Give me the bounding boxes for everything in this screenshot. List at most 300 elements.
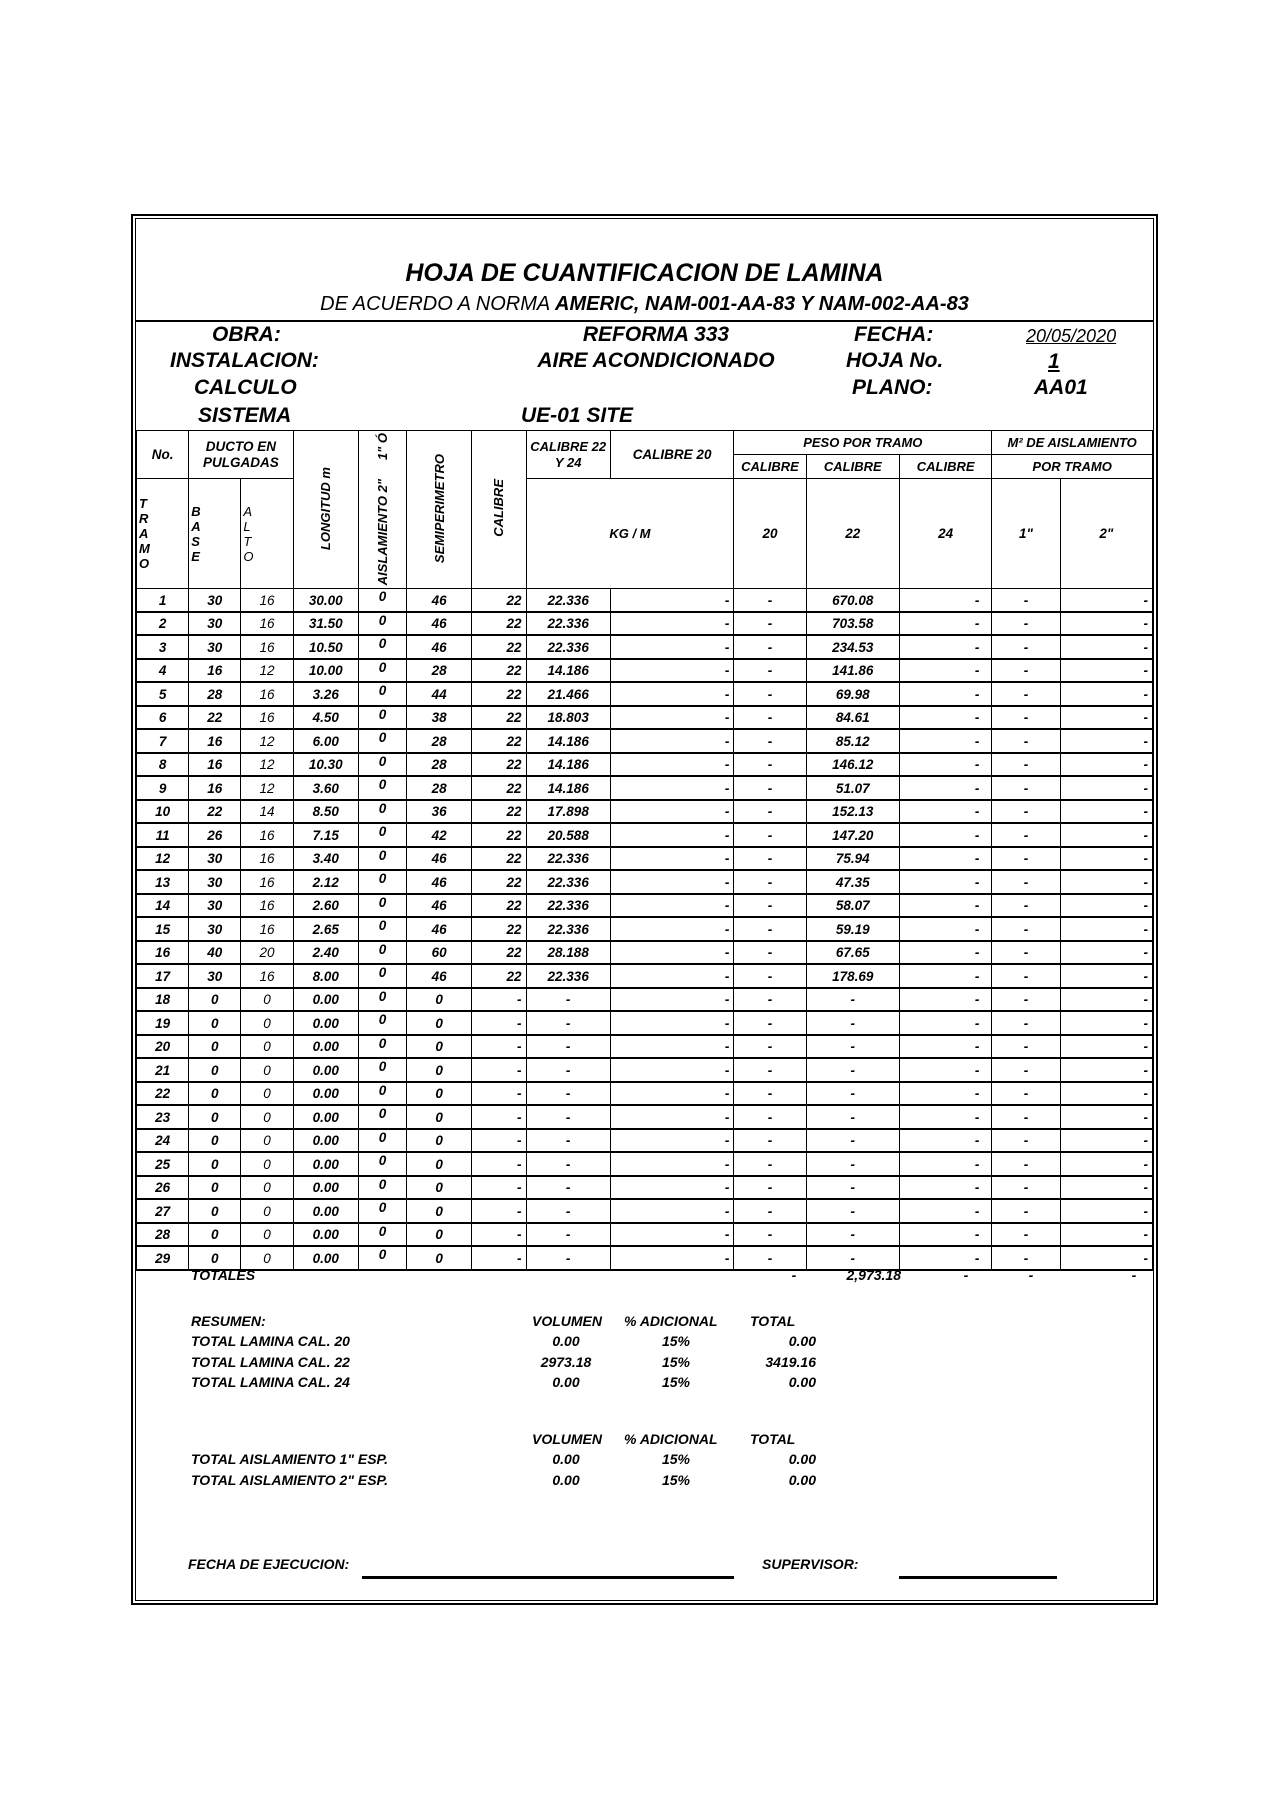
plano-value: AA01 <box>1034 376 1088 399</box>
cell-aislamiento-1in: - <box>992 753 1060 777</box>
cell-longitud: 0.00 <box>293 1011 358 1035</box>
sistema-value: UE-01 SITE <box>521 404 634 427</box>
summary-total: 0.00 <box>788 1451 816 1467</box>
cell-peso-22: - <box>806 1176 899 1200</box>
cell-aislamiento-1in: - <box>992 1246 1060 1270</box>
cell-no: 12 <box>137 847 189 871</box>
cell-calibre: 22 <box>472 870 526 894</box>
cell-peso-20: - <box>734 894 806 918</box>
cell-calibre: - <box>472 1199 526 1223</box>
cell-peso-24: - <box>899 1105 991 1129</box>
cell-kg-22-24: - <box>526 1176 610 1200</box>
cell-aislamiento-1in: - <box>992 800 1060 824</box>
cell-no: 24 <box>137 1129 189 1153</box>
cell-peso-22: 146.12 <box>806 753 899 777</box>
cell-calibre: 22 <box>472 753 526 777</box>
table-row <box>137 1058 1153 1082</box>
cell-aislamiento-1in: - <box>992 847 1060 871</box>
table-row <box>137 729 1153 753</box>
cell-kg-20: - <box>610 659 733 683</box>
cell-peso-22: 670.08 <box>806 589 899 612</box>
cell-base: 30 <box>189 870 241 894</box>
cell-aislamiento-1in: - <box>992 729 1060 753</box>
table-row <box>137 964 1153 988</box>
instalacion-label: INSTALACION: <box>170 349 319 372</box>
cell-aislamiento-2in: - <box>1060 917 1152 941</box>
cell-peso-22: 75.94 <box>806 847 899 871</box>
cell-calibre: 22 <box>472 589 526 612</box>
cell-kg-22-24: 17.898 <box>526 800 610 824</box>
cell-alto: 0 <box>241 1152 293 1176</box>
cell-semiperimetro: 28 <box>407 776 472 800</box>
header-aislamiento: 1" Ó AISLAMIENTO 2" <box>358 431 406 589</box>
cell-semiperimetro: 0 <box>407 1058 472 1082</box>
summary-label: TOTAL LAMINA CAL. 22 <box>191 1353 350 1370</box>
cell-no: 22 <box>137 1082 189 1106</box>
cell-kg-20: - <box>610 1105 733 1129</box>
cell-aislamiento-1in: - <box>992 1011 1060 1035</box>
cell-calibre: 22 <box>472 847 526 871</box>
cell-kg-20: - <box>610 1129 733 1153</box>
cell-no: 8 <box>137 753 189 777</box>
cell-aislamiento: 0 <box>358 1199 406 1223</box>
cell-aislamiento-2in: - <box>1060 753 1152 777</box>
cell-aislamiento-1in: - <box>992 659 1060 683</box>
cell-kg-20: - <box>610 1152 733 1176</box>
cell-kg-22-24: 22.336 <box>526 589 610 612</box>
cell-aislamiento: 0 <box>358 917 406 941</box>
cell-aislamiento-1in: - <box>992 894 1060 918</box>
cell-peso-24: - <box>899 847 991 871</box>
cell-alto: 0 <box>241 1223 293 1247</box>
cell-peso-24: - <box>899 1246 991 1270</box>
cell-peso-22: 84.61 <box>806 706 899 730</box>
cell-kg-22-24: 20.588 <box>526 823 610 847</box>
cell-calibre: 22 <box>472 776 526 800</box>
cell-aislamiento: 0 <box>358 1129 406 1153</box>
cell-aislamiento-1in: - <box>992 1035 1060 1059</box>
summary-volumen: 0.00 <box>552 1374 580 1390</box>
cell-calibre: - <box>472 988 526 1012</box>
table-row <box>137 917 1153 941</box>
cell-kg-20: - <box>610 894 733 918</box>
cell-kg-20: - <box>610 941 733 965</box>
supervisor-label: SUPERVISOR: <box>762 1556 859 1572</box>
cell-peso-20: - <box>734 659 806 683</box>
cell-no: 23 <box>137 1105 189 1129</box>
cell-aislamiento-1in: - <box>992 682 1060 706</box>
cell-aislamiento-2in: - <box>1060 941 1152 965</box>
cell-kg-22-24: 18.803 <box>526 706 610 730</box>
cell-aislamiento-2in: - <box>1060 1129 1152 1153</box>
cell-kg-20: - <box>610 589 733 612</box>
cell-calibre: - <box>472 1035 526 1059</box>
cell-base: 30 <box>189 589 241 612</box>
summary-volumen: 0.00 <box>552 1471 580 1488</box>
cell-peso-24: - <box>899 612 991 636</box>
cell-peso-20: - <box>734 917 806 941</box>
cell-aislamiento-2in: - <box>1060 1246 1152 1270</box>
cell-longitud: 3.26 <box>293 682 358 706</box>
cell-base: 16 <box>189 753 241 777</box>
sheet-subtitle <box>136 293 1153 316</box>
cell-alto: 0 <box>241 988 293 1012</box>
cell-alto: 0 <box>241 1082 293 1106</box>
cell-aislamiento-1in: - <box>992 706 1060 730</box>
cell-aislamiento-1in: - <box>992 964 1060 988</box>
cell-aislamiento-2in: - <box>1060 847 1152 871</box>
cell-no: 27 <box>137 1199 189 1223</box>
cell-base: 40 <box>189 941 241 965</box>
header-calibre: CALIBRE <box>472 431 526 589</box>
cell-base: 22 <box>189 706 241 730</box>
header-m2-aislamiento: M² DE AISLAMIENTO <box>992 431 1153 455</box>
cell-aislamiento-1in: - <box>992 589 1060 612</box>
table-row <box>137 823 1153 847</box>
cell-no: 26 <box>137 1176 189 1200</box>
header-letter: T <box>139 496 147 512</box>
header-col-2in: 2" <box>1060 479 1152 589</box>
cell-peso-22: 69.98 <box>806 682 899 706</box>
cell-kg-22-24: - <box>526 1129 610 1153</box>
cell-semiperimetro: 0 <box>407 1105 472 1129</box>
cell-calibre: 22 <box>472 612 526 636</box>
cell-base: 30 <box>189 612 241 636</box>
header-peso-calibre-22: CALIBRE <box>806 455 899 479</box>
table-row <box>137 612 1153 636</box>
cell-no: 15 <box>137 917 189 941</box>
cell-base: 30 <box>189 964 241 988</box>
volumen-header: VOLUMEN <box>532 1313 602 1329</box>
summary-volumen: 2973.18 <box>540 1353 592 1370</box>
cell-peso-24: - <box>899 753 991 777</box>
cell-aislamiento-2in: - <box>1060 964 1152 988</box>
cell-aislamiento-2in: - <box>1060 988 1152 1012</box>
cell-aislamiento-1in: - <box>992 988 1060 1012</box>
cell-alto: 0 <box>241 1199 293 1223</box>
cell-semiperimetro: 46 <box>407 964 472 988</box>
cell-peso-22: - <box>806 1199 899 1223</box>
cell-peso-24: - <box>899 941 991 965</box>
header-base <box>189 479 241 589</box>
cell-peso-24: - <box>899 635 991 659</box>
cell-semiperimetro: 0 <box>407 1176 472 1200</box>
cell-peso-24: - <box>899 894 991 918</box>
cell-peso-22: 178.69 <box>806 964 899 988</box>
cell-no: 13 <box>137 870 189 894</box>
cell-aislamiento-2in: - <box>1060 1035 1152 1059</box>
header-longitud: LONGITUD m <box>293 431 358 589</box>
cell-aislamiento-2in: - <box>1060 800 1152 824</box>
table-row <box>137 776 1153 800</box>
cell-aislamiento-2in: - <box>1060 1176 1152 1200</box>
cell-base: 0 <box>189 1129 241 1153</box>
cell-aislamiento-2in: - <box>1060 682 1152 706</box>
cell-peso-22: 147.20 <box>806 823 899 847</box>
cell-kg-22-24: - <box>526 988 610 1012</box>
cell-alto: 16 <box>241 706 293 730</box>
cell-base: 16 <box>189 659 241 683</box>
header-kg-m: KG / M <box>526 479 734 589</box>
header-col-24: 24 <box>899 479 991 589</box>
header-letter: A <box>191 518 201 534</box>
summary-adicional: 15% <box>661 1333 691 1349</box>
cell-longitud: 0.00 <box>293 1246 358 1270</box>
cell-peso-22: 141.86 <box>806 659 899 683</box>
cell-peso-22: 85.12 <box>806 729 899 753</box>
cell-base: 22 <box>189 800 241 824</box>
cell-peso-22: - <box>806 1011 899 1035</box>
cell-aislamiento-1in: - <box>992 941 1060 965</box>
cell-calibre: 22 <box>472 659 526 683</box>
totals-a1: - <box>1028 1267 1034 1283</box>
cell-aislamiento: 0 <box>358 823 406 847</box>
cell-peso-20: - <box>734 1058 806 1082</box>
cell-peso-24: - <box>899 589 991 612</box>
cell-peso-24: - <box>899 917 991 941</box>
fecha-ejecucion-line <box>362 1576 734 1579</box>
volumen-header-2: VOLUMEN <box>532 1431 602 1447</box>
cell-kg-22-24: - <box>526 1246 610 1270</box>
cell-alto: 16 <box>241 917 293 941</box>
cell-kg-20: - <box>610 729 733 753</box>
cell-aislamiento: 0 <box>358 1223 406 1247</box>
summary-total: 0.00 <box>788 1374 816 1390</box>
sistema-label: SISTEMA <box>198 404 292 427</box>
cell-kg-22-24: 22.336 <box>526 847 610 871</box>
summary-adicional: 15% <box>661 1353 691 1370</box>
cell-aislamiento: 0 <box>358 753 406 777</box>
cell-peso-20: - <box>734 1082 806 1106</box>
supervisor-line <box>899 1576 1057 1579</box>
cell-no: 10 <box>137 800 189 824</box>
summary-total: 0.00 <box>788 1471 816 1488</box>
cell-aislamiento: 0 <box>358 870 406 894</box>
cell-base: 0 <box>189 1199 241 1223</box>
cell-peso-24: - <box>899 800 991 824</box>
cell-aislamiento-2in: - <box>1060 823 1152 847</box>
cell-peso-20: - <box>734 1176 806 1200</box>
header-por-tramo: POR TRAMO <box>992 455 1153 479</box>
hoja-label: HOJA No. <box>846 349 944 372</box>
cell-longitud: 0.00 <box>293 1152 358 1176</box>
cell-alto: 0 <box>241 1035 293 1059</box>
cell-aislamiento-1in: - <box>992 823 1060 847</box>
cell-kg-22-24: - <box>526 1199 610 1223</box>
header-tramo <box>137 479 189 589</box>
calculo-label: CALCULO <box>194 376 297 399</box>
cell-semiperimetro: 42 <box>407 823 472 847</box>
cell-kg-22-24: 28.188 <box>526 941 610 965</box>
cell-aislamiento: 0 <box>358 589 406 612</box>
cell-aislamiento: 0 <box>358 894 406 918</box>
cell-kg-20: - <box>610 847 733 871</box>
header-letter: M <box>139 541 150 557</box>
cell-longitud: 0.00 <box>293 1199 358 1223</box>
cell-aislamiento: 0 <box>358 706 406 730</box>
cell-longitud: 0.00 <box>293 1129 358 1153</box>
cell-semiperimetro: 0 <box>407 1011 472 1035</box>
cell-semiperimetro: 46 <box>407 847 472 871</box>
cell-no: 20 <box>137 1035 189 1059</box>
cell-calibre: - <box>472 1105 526 1129</box>
adicional-header: % ADICIONAL <box>624 1313 718 1329</box>
cell-longitud: 0.00 <box>293 1105 358 1129</box>
header-no: No. <box>137 431 189 479</box>
cell-no: 21 <box>137 1058 189 1082</box>
cell-aislamiento-2in: - <box>1060 1058 1152 1082</box>
cell-aislamiento: 0 <box>358 964 406 988</box>
cell-kg-22-24: 14.186 <box>526 659 610 683</box>
cell-peso-22: 67.65 <box>806 941 899 965</box>
cell-peso-20: - <box>734 1152 806 1176</box>
header-calibre-20: CALIBRE 20 <box>610 431 733 479</box>
fecha-ejecucion-label: FECHA DE EJECUCION: <box>188 1556 350 1572</box>
cell-kg-20: - <box>610 964 733 988</box>
table-row <box>137 706 1153 730</box>
table-row <box>137 941 1153 965</box>
cell-kg-20: - <box>610 1246 733 1270</box>
cell-aislamiento-2in: - <box>1060 776 1152 800</box>
cell-aislamiento-2in: - <box>1060 1011 1152 1035</box>
cell-calibre: 22 <box>472 682 526 706</box>
table-row <box>137 1035 1153 1059</box>
table-row <box>137 682 1153 706</box>
cell-peso-24: - <box>899 1011 991 1035</box>
cell-no: 2 <box>137 612 189 636</box>
sheet-title: HOJA DE CUANTIFICACION DE LAMINA <box>405 259 884 287</box>
cell-aislamiento-1in: - <box>992 917 1060 941</box>
cell-kg-20: - <box>610 1082 733 1106</box>
cell-calibre: - <box>472 1246 526 1270</box>
table-row <box>137 1082 1153 1106</box>
cell-alto: 16 <box>241 589 293 612</box>
cell-longitud: 8.00 <box>293 964 358 988</box>
cell-kg-22-24: - <box>526 1105 610 1129</box>
cell-aislamiento: 0 <box>358 1105 406 1129</box>
obra-label: OBRA: <box>212 323 281 346</box>
cell-kg-20: - <box>610 776 733 800</box>
cell-peso-22: 47.35 <box>806 870 899 894</box>
cell-aislamiento-1in: - <box>992 1058 1060 1082</box>
cell-peso-20: - <box>734 1199 806 1223</box>
cell-aislamiento-2in: - <box>1060 870 1152 894</box>
cell-longitud: 0.00 <box>293 988 358 1012</box>
adicional-header-2: % ADICIONAL <box>624 1431 718 1447</box>
cell-alto: 16 <box>241 635 293 659</box>
cell-kg-22-24: 22.336 <box>526 894 610 918</box>
cell-base: 26 <box>189 823 241 847</box>
table-row <box>137 1223 1153 1247</box>
cell-aislamiento-2in: - <box>1060 894 1152 918</box>
table-row <box>137 1152 1153 1176</box>
cell-peso-22: - <box>806 1152 899 1176</box>
header-semiperimetro: SEMIPERIMETRO <box>407 431 472 589</box>
cell-no: 6 <box>137 706 189 730</box>
cell-alto: 0 <box>241 1176 293 1200</box>
cell-no: 11 <box>137 823 189 847</box>
cell-peso-22: - <box>806 1246 899 1270</box>
cell-peso-24: - <box>899 1199 991 1223</box>
title-divider <box>136 320 1153 322</box>
cell-peso-24: - <box>899 1223 991 1247</box>
cell-alto: 20 <box>241 941 293 965</box>
cell-no: 25 <box>137 1152 189 1176</box>
cell-base: 16 <box>189 729 241 753</box>
cell-alto: 16 <box>241 870 293 894</box>
cell-longitud: 2.40 <box>293 941 358 965</box>
table-row <box>137 635 1153 659</box>
cell-aislamiento: 0 <box>358 1176 406 1200</box>
cell-peso-24: - <box>899 1058 991 1082</box>
cell-semiperimetro: 28 <box>407 729 472 753</box>
header-letter: A <box>243 503 253 519</box>
cell-semiperimetro: 28 <box>407 659 472 683</box>
cell-calibre: - <box>472 1152 526 1176</box>
cell-peso-22: 152.13 <box>806 800 899 824</box>
cell-no: 9 <box>137 776 189 800</box>
table-row <box>137 589 1153 612</box>
cell-kg-20: - <box>610 1176 733 1200</box>
cell-kg-20: - <box>610 1058 733 1082</box>
cell-alto: 16 <box>241 612 293 636</box>
cell-base: 0 <box>189 1105 241 1129</box>
cell-longitud: 4.50 <box>293 706 358 730</box>
cell-kg-22-24: 22.336 <box>526 635 610 659</box>
cell-no: 4 <box>137 659 189 683</box>
cell-peso-20: - <box>734 776 806 800</box>
cell-alto: 0 <box>241 1246 293 1270</box>
cell-kg-20: - <box>610 612 733 636</box>
totals-p24: - <box>963 1267 969 1283</box>
cell-kg-20: - <box>610 682 733 706</box>
cell-no: 16 <box>137 941 189 965</box>
cell-semiperimetro: 0 <box>407 1152 472 1176</box>
cell-semiperimetro: 0 <box>407 1129 472 1153</box>
cell-kg-20: - <box>610 753 733 777</box>
header-letter: B <box>191 503 201 519</box>
cell-peso-22: 703.58 <box>806 612 899 636</box>
cell-peso-20: - <box>734 682 806 706</box>
cell-aislamiento-2in: - <box>1060 1152 1152 1176</box>
cell-longitud: 0.00 <box>293 1082 358 1106</box>
cell-aislamiento-1in: - <box>992 1105 1060 1129</box>
cell-peso-24: - <box>899 870 991 894</box>
cell-longitud: 2.12 <box>293 870 358 894</box>
cell-alto: 0 <box>241 1129 293 1153</box>
cell-peso-24: - <box>899 776 991 800</box>
cell-longitud: 3.40 <box>293 847 358 871</box>
cell-no: 7 <box>137 729 189 753</box>
cell-no: 19 <box>137 1011 189 1035</box>
cell-aislamiento-1in: - <box>992 1082 1060 1106</box>
header-letter: E <box>191 548 200 564</box>
summary-label: TOTAL LAMINA CAL. 20 <box>191 1333 350 1349</box>
cell-calibre: 22 <box>472 706 526 730</box>
cell-longitud: 6.00 <box>293 729 358 753</box>
cell-peso-22: - <box>806 1223 899 1247</box>
cell-aislamiento: 0 <box>358 776 406 800</box>
table-row <box>137 1246 1153 1270</box>
cell-aislamiento-1in: - <box>992 1199 1060 1223</box>
cell-aislamiento-2in: - <box>1060 589 1152 612</box>
cell-calibre: 22 <box>472 941 526 965</box>
cell-aislamiento-2in: - <box>1060 729 1152 753</box>
cell-kg-20: - <box>610 1199 733 1223</box>
totals-p20: - <box>791 1267 797 1283</box>
cell-peso-24: - <box>899 823 991 847</box>
cell-no: 5 <box>137 682 189 706</box>
